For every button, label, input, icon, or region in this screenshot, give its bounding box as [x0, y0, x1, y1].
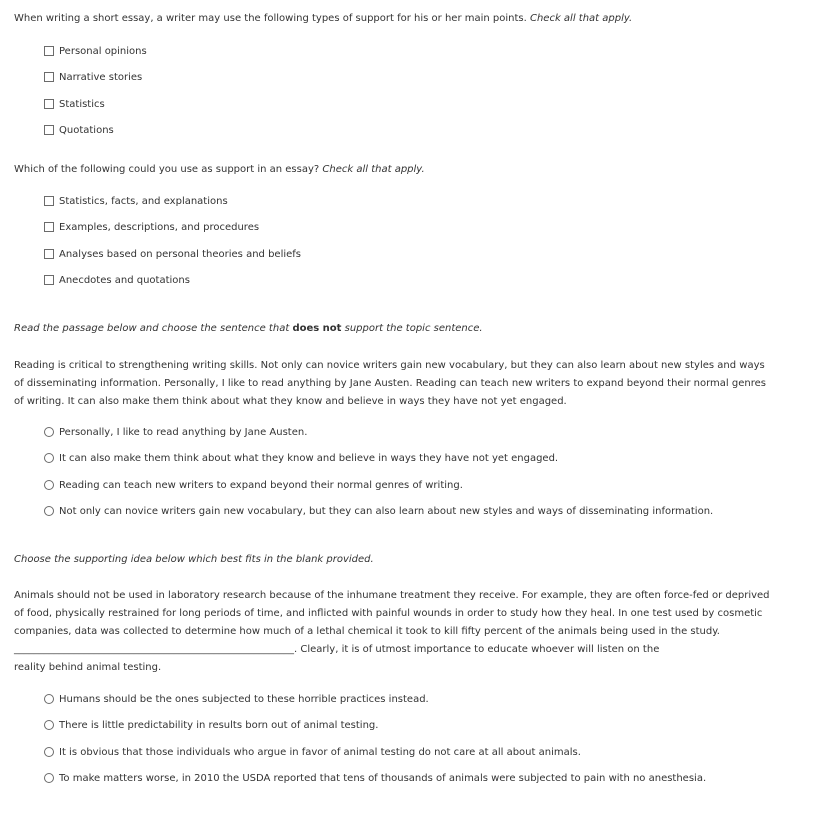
checkbox-icon[interactable] [44, 196, 54, 206]
q3-option-3[interactable]: Reading can teach new writers to expand beyond their normal genres of writing. [44, 478, 463, 492]
q3-option-1[interactable]: Personally, I like to read anything by Jane Austen. [44, 425, 307, 439]
radio-icon[interactable] [44, 506, 54, 516]
radio-icon[interactable] [44, 720, 54, 730]
question-1-instruction: Check all that apply. [529, 13, 633, 24]
q1-option-3[interactable]: Statistics [44, 97, 105, 111]
q2-option-4[interactable]: Anecdotes and quotations [44, 273, 190, 287]
checkbox-icon[interactable] [44, 222, 54, 232]
checkbox-icon[interactable] [44, 72, 54, 82]
checkbox-icon[interactable] [44, 46, 54, 56]
q2-option-2[interactable]: Examples, descriptions, and procedures [44, 220, 259, 234]
q4-option-2[interactable]: There is little predictability in results born out of animal testing. [44, 718, 378, 732]
q2-option-3[interactable]: Analyses based on personal theories and beliefs [44, 247, 301, 261]
question-4-passage: Animals should not be used in laboratory research because of the inhumane treatment they receive. For example, they are often force-fed or deprived of food, physically restrained for long periods of time, and inflicted with painful wounds in order to study how they heal. In one test used by cosmetic companies, data was collected to determine how much of a lethal chemical it took to kill fifty percent of the animals being used in the study. ________________________________________________________. Clearly, it is of utmost importance to educate whoever will listen on the reality behind animal testing. [14, 590, 770, 673]
radio-icon[interactable] [44, 694, 54, 704]
question-2-instruction: Check all that apply. [322, 164, 425, 175]
question-2-prompt: Which of the following could you use as support in an essay? Check all that apply. [14, 164, 425, 175]
q3-option-2[interactable]: It can also make them think about what they know and believe in ways they have not yet engaged. [44, 451, 558, 465]
checkbox-icon[interactable] [44, 99, 54, 109]
q4-option-4[interactable]: To make matters worse, in 2010 the USDA reported that tens of thousands of animals were subjected to pain with no anesthesia. [44, 771, 706, 785]
question-1-prompt: When writing a short essay, a writer may use the following types of support for his or her main points. Check all that apply. [14, 13, 633, 24]
checkbox-icon[interactable] [44, 249, 54, 259]
radio-icon[interactable] [44, 480, 54, 490]
q4-option-3[interactable]: It is obvious that those individuals who argue in favor of animal testing do not care at all about animals. [44, 745, 581, 759]
q1-option-2[interactable]: Narrative stories [44, 70, 142, 84]
radio-icon[interactable] [44, 453, 54, 463]
question-3-passage: Reading is critical to strengthening writing skills. Not only can novice writers gain new vocabulary, but they can also learn about new styles and ways of disseminating information. Personally, I like to read anything by Jane Austen. Reading can teach new writers to expand beyond their normal genres of writing. It can also make them think about what they know and believe in ways they have not yet engaged. [14, 360, 766, 407]
q1-option-4[interactable]: Quotations [44, 123, 114, 137]
q4-option-1[interactable]: Humans should be the ones subjected to these horrible practices instead. [44, 692, 429, 706]
q2-option-1[interactable]: Statistics, facts, and explanations [44, 194, 228, 208]
q1-option-1[interactable]: Personal opinions [44, 44, 147, 58]
question-4-instruction: Choose the supporting idea below which best fits in the blank provided. [14, 554, 374, 565]
q3-option-4[interactable]: Not only can novice writers gain new vocabulary, but they can also learn about new styles and ways of disseminating information. [44, 504, 713, 518]
radio-icon[interactable] [44, 747, 54, 757]
radio-icon[interactable] [44, 773, 54, 783]
radio-icon[interactable] [44, 427, 54, 437]
question-3-instruction: Read the passage below and choose the sentence that does not support the topic sentence. [14, 323, 483, 334]
checkbox-icon[interactable] [44, 125, 54, 135]
fill-in-blank-line: ________________________________________________________. Clearly, it is of utmost importance to educate whoever will listen on the [14, 644, 660, 655]
checkbox-icon[interactable] [44, 275, 54, 285]
